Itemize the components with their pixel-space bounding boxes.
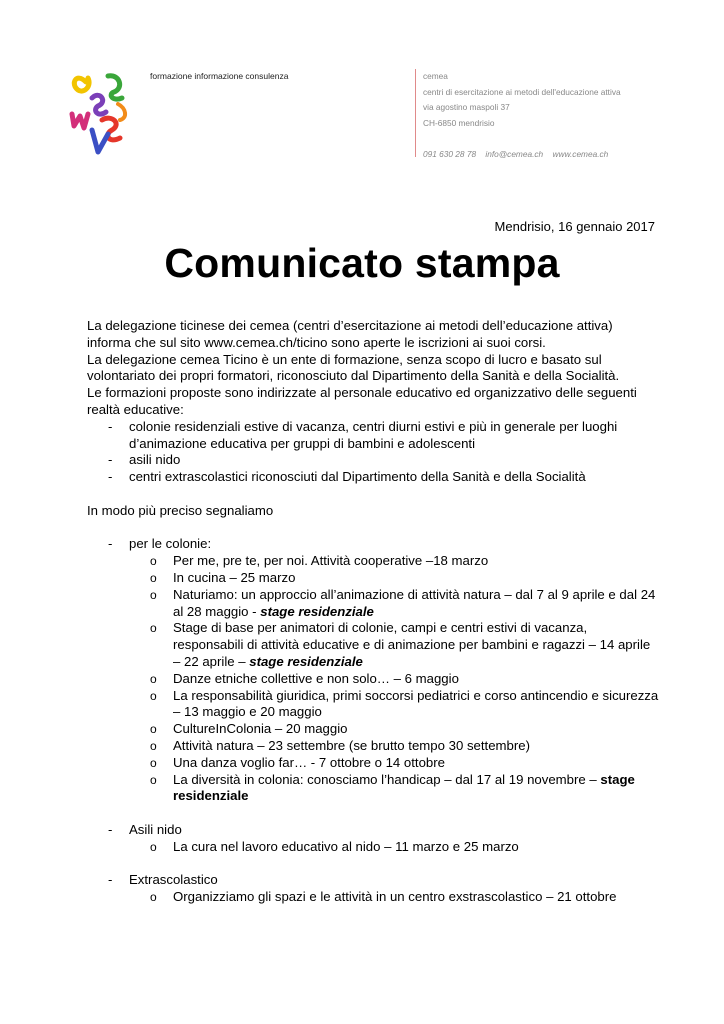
section-label: - Extrascolastico o Organizziamo gli spazi e le attività in un centro exstrascolastico – 21 ottobre xyxy=(87,872,659,906)
intro-paragraph-1: La delegazione ticinese dei cemea (centri d’esercitazione ai metodi dell’educazione attiva) informa che sul sito www.cemea.ch/ticino sono aperte le iscrizioni ai suoi corsi. xyxy=(87,318,613,350)
document-body xyxy=(87,318,659,906)
city-address: CH-6850 mendrisio xyxy=(423,117,495,128)
address-block xyxy=(423,69,621,163)
lead-sentence: In modo più preciso segnaliamo xyxy=(87,502,274,518)
org-full-name: centri di esercitazione ai metodi dell'educazione attiva xyxy=(423,86,621,97)
list-item: - asili nido xyxy=(87,452,659,469)
contact-line xyxy=(423,147,621,163)
course-item: o Stage di base per animatori di colonie, campi e centri estivi di vacanza, responsabili di attività educative e di animazione per bambini e ragazzi – 14 aprile – 22 aprile – stage residenziale xyxy=(129,620,659,670)
date-line: Mendrisio, 16 gennaio 2017 xyxy=(494,219,655,234)
email-link[interactable]: info@cemea.ch xyxy=(485,148,544,159)
list-item: - colonie residenziali estive di vacanza, centri diurni estivi e più in generale per luoghi d’animazione educativa per gruppi di bambini e adolescenti xyxy=(87,419,659,453)
course-list xyxy=(129,889,659,906)
course-item: o CultureInColonia – 20 maggio xyxy=(129,721,659,738)
page-title: Comunicato stampa xyxy=(164,240,560,286)
course-item: o Per me, pre te, per noi. Attività cooperative –18 marzo xyxy=(129,553,659,570)
course-item: o In cucina – 25 marzo xyxy=(129,570,659,587)
header-divider xyxy=(415,69,416,157)
section-colonie xyxy=(87,536,659,805)
cemea-logo xyxy=(68,68,134,158)
section-asili-nido xyxy=(87,822,659,856)
street-address: via agostino maspoli 37 xyxy=(423,102,510,113)
course-item: o La cura nel lavoro educativo al nido – 11 marzo e 25 marzo xyxy=(129,839,659,856)
course-item: o Una danza voglio far… - 7 ottobre o 14 ottobre xyxy=(129,755,659,772)
list-item: - centri extrascolastici riconosciuti dal Dipartimento della Sanità e della Socialità xyxy=(87,469,659,486)
stage-tag: stage residenziale xyxy=(260,603,374,619)
stage-tag: stage residenziale xyxy=(249,653,363,669)
org-name: cemea xyxy=(423,71,448,81)
intro-paragraph-3: Le formazioni proposte sono indirizzate al personale educativo ed organizzativo delle seguenti realtà educative: xyxy=(87,385,637,417)
course-item: o La diversità in colonia: conosciamo l’handicap – dal 17 al 19 novembre – stage residenziale xyxy=(129,772,659,806)
course-item: o Organizziamo gli spazi e le attività in un centro exstrascolastico – 21 ottobre xyxy=(129,889,659,906)
header-tagline: formazione informazione consulenza xyxy=(150,71,289,81)
phone-number: 091 630 28 78 xyxy=(423,148,477,159)
section-label: - Asili nido o La cura nel lavoro educativo al nido – 11 marzo e 25 marzo xyxy=(87,822,659,856)
section-extrascolastico xyxy=(87,872,659,906)
course-item: o La responsabilità giuridica, primi soccorsi pediatrici e corso antincendio e sicurezza – 13 maggio e 20 maggio xyxy=(129,688,659,722)
course-item: o Naturiamo: un approccio all’animazione di attività natura – dal 7 al 9 aprile e dal 24 al 28 maggio - stage residenziale xyxy=(129,587,659,621)
target-list xyxy=(87,419,659,486)
intro-paragraph-2: La delegazione cemea Ticino è un ente di formazione, senza scopo di lucro e basato sul volontariato dei propri formatori, riconosciuto dal Dipartimento della Sanità e della Socialità. xyxy=(87,351,620,384)
course-item: o Danze etniche collettive e non solo… – 6 maggio xyxy=(129,671,659,688)
course-list xyxy=(129,553,659,805)
course-list xyxy=(129,839,659,856)
course-item: o Attività natura – 23 settembre (se brutto tempo 30 settembre) xyxy=(129,738,659,755)
stage-tag: stage residenziale xyxy=(173,771,635,804)
section-label: - per le colonie: o Per me, pre te, per noi. Attività cooperative –18 marzo o In cucina – 25 marzo o Naturiamo: un approccio all’animazione di attività natura – dal 7 al 9 aprile e dal 24 al 28 maggio - stage residenziale o Stage di base per animatori di colonie, campi e centri estivi di vacanza, responsabili di attività educative e di animazione per bambini e ragazzi – 14 aprile – 22 aprile – stage residenziale o Danze etniche collettive e non solo… – 6 maggio o La responsabilità giuridica, primi soccorsi pediatrici e corso antincendio e sicurezza – 13 maggio e 20 maggio o CultureInColonia – 20 maggio o Attività natura – 23 settembre (se brutto tempo 30 settembre) o Una danza voglio far… - 7 ottobre o 14 ottobre o La diversità in colonia: conosciamo l’handicap – dal 17 al 19 novembre – stage residenziale xyxy=(87,536,659,805)
website-link[interactable]: www.cemea.ch xyxy=(552,148,609,159)
